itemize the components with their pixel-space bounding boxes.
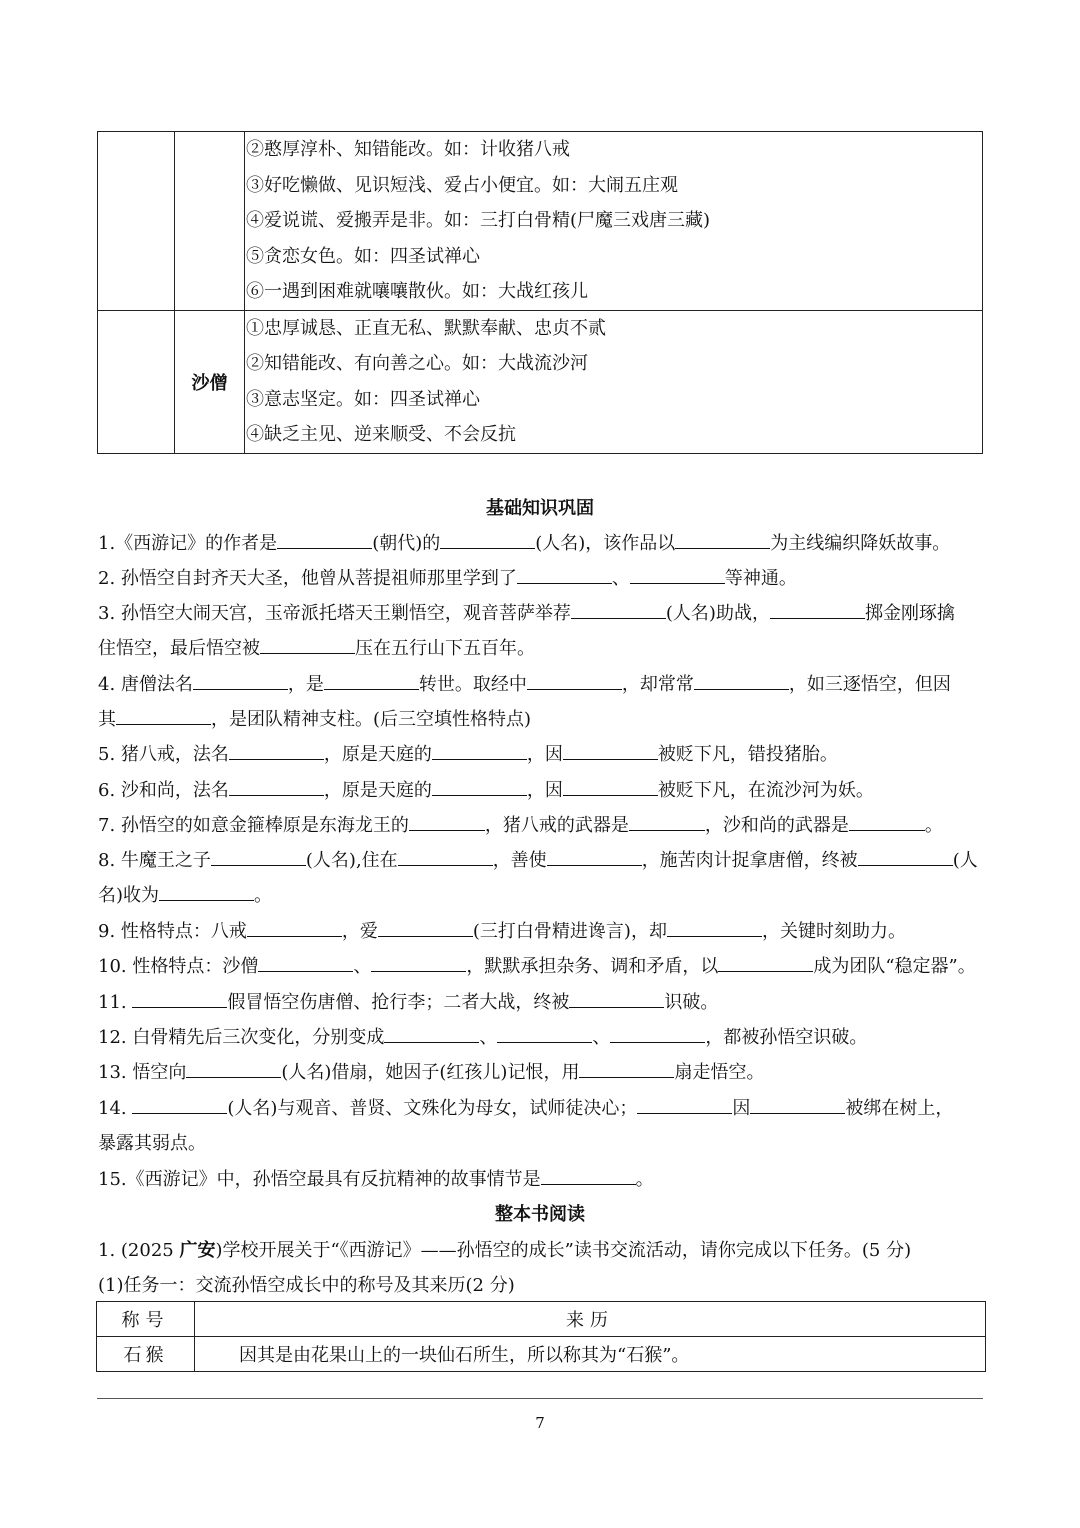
question-text: 8. 牛魔王之子 <box>98 850 211 871</box>
question-6 <box>98 776 874 802</box>
answer-blank[interactable] <box>563 741 658 760</box>
question-8-cont <box>98 881 272 907</box>
question-5 <box>98 740 838 766</box>
question-14 <box>98 1094 953 1120</box>
question-text: ，是 <box>287 674 324 695</box>
answer-blank[interactable] <box>527 671 622 690</box>
trait-line: ④爱说谎、爱搬弄是非。如：三打白骨精(尸魔三戏唐三藏) <box>246 210 711 231</box>
answer-blank[interactable] <box>247 918 342 937</box>
answer-blank[interactable] <box>378 918 473 937</box>
answer-blank[interactable] <box>229 777 324 796</box>
trait-line: ③好吃懒做、见识短浅、爱占小便宜。如：大闹五庄观 <box>246 174 678 196</box>
question-text: 压在五行山下五百年。 <box>355 638 535 659</box>
traits-cell <box>245 132 983 311</box>
question-text: 其 <box>98 709 116 730</box>
answer-blank[interactable] <box>159 882 254 901</box>
question-text: 住悟空，最后悟空被 <box>98 638 260 659</box>
answer-blank[interactable] <box>637 1095 732 1114</box>
question-text: 3. 孙悟空大闹天宫，玉帝派托塔天王剿悟空，观音菩萨举荐 <box>98 603 571 624</box>
question-text: 1. (2025 <box>98 1240 180 1261</box>
question-13 <box>98 1058 764 1084</box>
answer-blank[interactable] <box>324 671 419 690</box>
question-12 <box>98 1023 867 1049</box>
question-text: ，原是天庭的 <box>323 780 432 801</box>
question-11 <box>98 988 718 1014</box>
answer-blank[interactable] <box>750 1095 845 1114</box>
question-text: 。 <box>924 815 943 836</box>
answer-blank[interactable] <box>675 530 770 549</box>
question-text: ，善使 <box>492 850 547 871</box>
section-heading-whole-book-reading: 整本书阅读 <box>495 1204 585 1225</box>
question-text: ，是团队精神支柱。(后三空填性格特点) <box>211 709 532 730</box>
question-text: 、 <box>611 568 630 589</box>
table-row-shaseng <box>98 310 983 453</box>
character-name-cell <box>175 132 245 311</box>
answer-blank[interactable] <box>193 671 288 690</box>
question-text: (人名)助战， <box>665 603 770 624</box>
table-header-row <box>97 1302 986 1337</box>
answer-blank[interactable] <box>258 953 353 972</box>
trait-line: ③意志坚定。如：四圣试禅心 <box>246 388 480 410</box>
answer-blank[interactable] <box>563 777 658 796</box>
question-text: 7. 孙悟空的如意金箍棒原是东海龙王的 <box>98 815 409 836</box>
question-text: 13. 悟空向 <box>98 1062 187 1083</box>
answer-blank[interactable] <box>718 953 813 972</box>
trait-line: ②憨厚淳朴、知错能改。如：计收猪八戒 <box>246 139 570 160</box>
question-text: 识破。 <box>664 992 719 1013</box>
answer-blank[interactable] <box>132 1095 227 1114</box>
question-text: 被绑在树上， <box>845 1098 954 1119</box>
category-cell <box>98 310 175 453</box>
question-text: (人名)借扇，她因子(红孩儿)记恨，用 <box>281 1062 580 1083</box>
question-text: ，都被孙悟空识破。 <box>705 1027 868 1048</box>
question-text: 10. 性格特点：沙僧 <box>98 956 259 977</box>
question-text: 11. <box>98 992 127 1013</box>
table-row <box>97 1337 986 1372</box>
header-origin: 来历 <box>195 1302 986 1337</box>
question-15 <box>98 1165 654 1191</box>
question-10 <box>98 952 976 978</box>
answer-blank[interactable] <box>569 989 664 1008</box>
task-text: (1)任务一：交流孙悟空成长中的称号及其来历(2 分) <box>98 1275 515 1296</box>
question-text: ，猪八戒的武器是 <box>484 815 629 836</box>
question-text: ，施苦肉计捉拿唐僧，终被 <box>641 850 858 871</box>
question-text: 5. 猪八戒，法名 <box>98 744 229 765</box>
question-text: 掷金刚琢擒 <box>864 603 955 624</box>
question-text: 扇走悟空。 <box>674 1062 765 1083</box>
table-row-zhubajie <box>98 132 983 311</box>
trait-line: ⑤贪恋女色。如：四圣试禅心 <box>246 245 480 267</box>
answer-blank[interactable] <box>770 600 865 619</box>
answer-blank[interactable] <box>667 918 762 937</box>
answer-blank[interactable] <box>849 812 925 831</box>
question-text: 9. 性格特点：八戒 <box>98 921 247 942</box>
question-text: (人名),住在 <box>305 850 398 871</box>
question-1 <box>98 529 950 555</box>
question-text: ，因 <box>526 780 563 801</box>
question-text: (三打白骨精进谗言)，却 <box>472 921 667 942</box>
answer-blank[interactable] <box>211 847 306 866</box>
question-text: ，如三逐悟空，但因 <box>788 674 951 695</box>
category-cell <box>98 132 175 311</box>
answer-blank[interactable] <box>497 1024 592 1043</box>
question-text: 14. <box>98 1098 127 1119</box>
answer-blank[interactable] <box>547 847 642 866</box>
answer-blank[interactable] <box>517 565 612 584</box>
question-text: 被贬下凡，错投猪胎。 <box>657 744 838 765</box>
character-name-cell: 沙僧 <box>175 310 245 453</box>
answer-blank[interactable] <box>432 777 527 796</box>
answer-blank[interactable] <box>277 530 372 549</box>
question-3-cont <box>98 634 535 660</box>
question-text: 1.《西游记》的作者是 <box>98 533 278 554</box>
question-text: 。 <box>635 1169 654 1190</box>
question-text: 假冒悟空伤唐僧、抢行李；二者大战，终被 <box>227 992 570 1013</box>
question-text: 2. 孙悟空自封齐天大圣，他曾从菩提祖师那里学到了 <box>98 568 517 589</box>
question-text: 为主线编织降妖故事。 <box>770 533 951 554</box>
question-2 <box>98 564 797 590</box>
question-text: )学校开展关于“《西游记》——孙悟空的成长”读书交流活动，请你完成以下任务。(5 分) <box>215 1240 912 1261</box>
question-text: ，爱 <box>341 921 378 942</box>
answer-blank[interactable] <box>432 741 527 760</box>
question-text: 12. 白骨精先后三次变化，分别变成 <box>98 1027 385 1048</box>
footer-divider <box>97 1398 983 1399</box>
question-text: 因 <box>732 1098 751 1119</box>
header-title: 称号 <box>97 1302 195 1337</box>
task-1 <box>98 1271 515 1297</box>
question-4-cont <box>98 705 531 731</box>
question-text: 6. 沙和尚，法名 <box>98 780 229 801</box>
trait-line: ②知错能改、有向善之心。如：大战流沙河 <box>246 353 588 374</box>
question-14-cont <box>98 1129 206 1155</box>
answer-blank[interactable] <box>858 847 953 866</box>
question-text: 成为团队“稳定器”。 <box>813 956 976 977</box>
question-4 <box>98 670 951 696</box>
answer-blank[interactable] <box>116 706 211 725</box>
section-heading-basic-knowledge: 基础知识巩固 <box>486 498 594 519</box>
question-text: (人名)与观音、普贤、文殊化为母女，试师徒决心； <box>227 1098 638 1119</box>
question-text: ，默默承担杂务、调和矛盾，以 <box>466 956 719 977</box>
question-8 <box>98 846 978 872</box>
character-trait-table <box>97 131 983 454</box>
question-7 <box>98 811 943 837</box>
question-text: ，因 <box>526 744 563 765</box>
question-text: 转世。取经中 <box>418 674 527 695</box>
traits-cell <box>245 310 983 453</box>
question-text: 被贬下凡，在流沙河为妖。 <box>657 780 874 801</box>
question-text: 、 <box>479 1027 498 1048</box>
question-text: ，沙和尚的武器是 <box>704 815 849 836</box>
question-text: ，原是天庭的 <box>323 744 432 765</box>
question-text: 、 <box>592 1027 611 1048</box>
question-text: ，关键时刻助力。 <box>761 921 906 942</box>
trait-line: ①忠厚诚恳、正直无私、默默奉献、忠贞不贰 <box>246 317 606 339</box>
answer-blank[interactable] <box>694 671 789 690</box>
answer-blank[interactable] <box>398 847 493 866</box>
origin-cell: 因其是由花果山上的一块仙石所生，所以称其为“石猴”。 <box>195 1337 986 1372</box>
trait-line: ④缺乏主见、逆来顺受、不会反抗 <box>246 424 516 445</box>
question-text: 4. 唐僧法名 <box>98 674 193 695</box>
answer-blank[interactable] <box>579 1059 674 1078</box>
answer-blank[interactable] <box>440 530 535 549</box>
question-text: (人 <box>952 850 978 871</box>
page-number: 7 <box>535 1414 545 1432</box>
question-text: 暴露其弱点。 <box>98 1133 206 1154</box>
answer-blank[interactable] <box>629 812 705 831</box>
answer-blank[interactable] <box>371 953 466 972</box>
answer-blank[interactable] <box>229 741 324 760</box>
answer-blank[interactable] <box>132 989 227 1008</box>
question-text: 名)收为 <box>98 885 160 906</box>
question-3 <box>98 599 955 625</box>
question-text: (朝代)的 <box>372 533 441 554</box>
question-source: 广安 <box>179 1240 216 1261</box>
question-text: 。 <box>254 885 273 906</box>
answer-blank[interactable] <box>610 1024 705 1043</box>
question-9 <box>98 917 906 943</box>
answer-blank[interactable] <box>630 565 725 584</box>
question-text: (人名)，该作品以 <box>535 533 676 554</box>
answer-blank[interactable] <box>260 635 355 654</box>
question-text: 15.《西游记》中，孙悟空最具有反抗精神的故事情节是 <box>98 1169 541 1190</box>
answer-blank[interactable] <box>384 1024 479 1043</box>
reading-question-1 <box>98 1236 911 1262</box>
trait-line: ⑥一遇到困难就嚷嚷散伙。如：大战红孩儿 <box>246 281 588 302</box>
question-text: 等神通。 <box>724 568 797 589</box>
answer-blank[interactable] <box>541 1166 636 1185</box>
question-text: ，却常常 <box>621 674 694 695</box>
title-origin-table <box>96 1301 986 1372</box>
answer-blank[interactable] <box>409 812 485 831</box>
answer-blank[interactable] <box>186 1059 281 1078</box>
question-text: 、 <box>353 956 372 977</box>
title-cell: 石猴 <box>97 1337 195 1372</box>
answer-blank[interactable] <box>571 600 666 619</box>
